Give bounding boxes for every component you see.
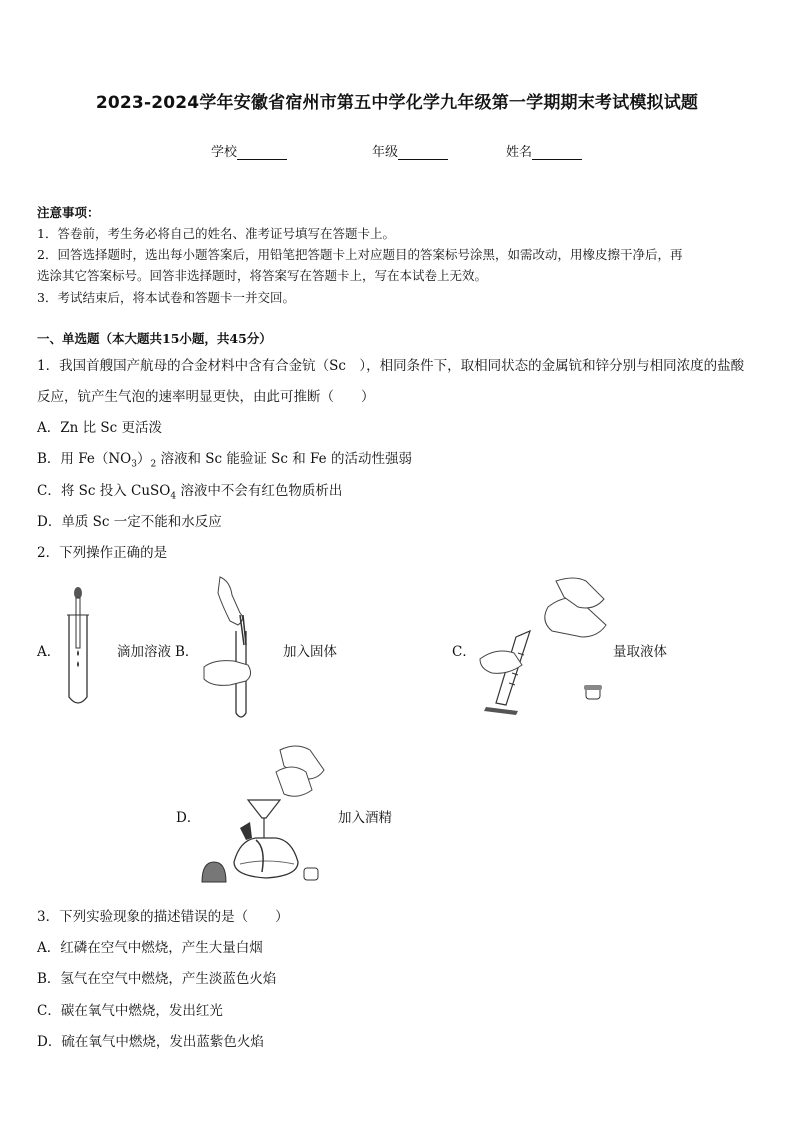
name-label: 姓名	[506, 145, 533, 160]
q1-option-b-text2: ）	[136, 451, 151, 467]
q1-option-b-sub2: 2	[150, 459, 157, 470]
q1-stem-line1: 1．我国首艘国产航母的合金材料中含有合金钪（Sc ），相同条件下，取相同状态的金属钪和锌分别与相同浓度的盐酸	[37, 358, 745, 374]
q1-option-b	[37, 447, 412, 470]
notice-heading: 注意事项：	[37, 205, 100, 220]
notice-item-2: 2．回答选择题时，选出每小题答案后，用铅笔把答题卡上对应题目的答案标号涂黑，如需改动，用橡皮擦干净后，再	[37, 247, 683, 262]
section-heading: 一、单选题（本大题共15小题，共45分）	[37, 331, 272, 346]
q1-option-b-text3: 溶液和 Sc 能验证 Sc 和 Fe 的活动性强弱	[156, 451, 412, 467]
q3-option-c: C．碳在氧气中燃烧，发出红光	[37, 1003, 223, 1019]
q2-option-b-letter: B．	[175, 644, 199, 660]
grade-field[interactable]	[372, 141, 448, 160]
q1-option-c-text1: C．将 Sc 投入 CuSO	[37, 483, 171, 499]
page-title: 2023-2024学年安徽省宿州市第五中学化学九年级第一学期期末考试模拟试题	[95, 93, 699, 113]
q3-option-b: B．氢气在空气中燃烧，产生淡蓝色火焰	[37, 971, 277, 987]
q2-option-b-caption: 加入固体	[283, 644, 337, 660]
q1-option-a: A．Zn 比 Sc 更活泼	[37, 420, 163, 436]
q2-option-d-caption: 加入酒精	[338, 810, 392, 826]
q3-option-a: A．红磷在空气中燃烧，产生大量白烟	[37, 940, 263, 956]
name-field[interactable]	[506, 141, 582, 160]
grade-label: 年级	[372, 145, 399, 160]
q2-option-a-letter: A．	[37, 644, 61, 660]
q1-option-d: D．单质 Sc 一定不能和水反应	[37, 514, 222, 530]
q1-stem-line2: 反应，钪产生气泡的速率明显更快，由此可推断（ ）	[37, 389, 375, 405]
q2-option-a-caption: 滴加溶液	[117, 644, 171, 660]
alcohol-lamp-figure	[200, 742, 328, 884]
graduated-cylinder-figure	[478, 575, 613, 720]
notice-item-1: 1．答卷前，考生务必将自己的姓名、准考证号填写在答题卡上。	[37, 226, 395, 241]
school-field[interactable]	[211, 141, 287, 160]
q2-option-d-letter: D．	[176, 810, 201, 826]
name-blank[interactable]	[532, 146, 582, 160]
q3-option-d: D．硫在氧气中燃烧，发出蓝紫色火焰	[37, 1034, 264, 1050]
q1-option-c	[37, 479, 342, 502]
q1-option-b-text1: B．用 Fe（NO	[37, 451, 132, 467]
tweezers-test-tube-figure	[200, 575, 270, 723]
grade-blank[interactable]	[398, 146, 448, 160]
school-blank[interactable]	[237, 146, 287, 160]
school-label: 学校	[211, 145, 238, 160]
notice-item-2-cont: 选涂其它答案标号。回答非选择题时，将答案写在答题卡上，写在本试卷上无效。	[37, 268, 488, 283]
dropper-test-tube-figure	[64, 585, 94, 710]
q1-option-c-text2: 溶液中不会有红色物质析出	[176, 483, 343, 499]
notice-item-3: 3．考试结束后，将本试卷和答题卡一并交回。	[37, 290, 295, 305]
q2-option-c-letter: C．	[452, 644, 476, 660]
q3-stem: 3．下列实验现象的描述错误的是（ ）	[37, 909, 289, 925]
q2-option-c-caption: 量取液体	[613, 644, 667, 660]
q2-stem: 2．下列操作正确的是	[37, 545, 168, 561]
q1-option-c-sub: 4	[170, 491, 177, 502]
q1-option-b-sub1: 3	[131, 459, 137, 470]
